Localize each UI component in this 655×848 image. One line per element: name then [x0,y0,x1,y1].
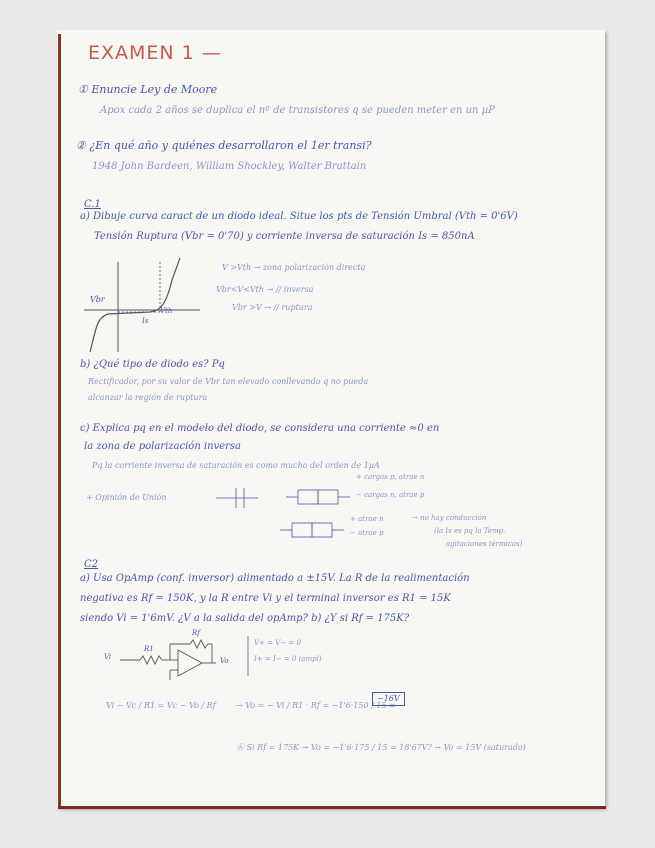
c2-line3: siendo Vi = 1'6mV. ¿V a la salida del opAmp? b) ¿Y si Rf = 175K? [80,613,410,624]
graph-label-vbr: Vbr [90,295,105,304]
q2-question: ② ¿En qué año y quiénes desarrollaron el 1er transi? [76,139,372,152]
opamp-rf: Rf [192,629,200,637]
region-breakdown: Vbr >V → // ruptura [232,303,313,312]
c1-a-line1: a) Dibuje curva caract de un diodo ideal. Situe los pts de Tensión Umbral (Vth = 0'6V) [80,211,518,222]
note-thermal: agitaciones térmicas) [446,540,523,548]
q2-answer: 1948 John Bardeen, William Shockley, Walter Brattain [92,161,367,172]
c1-label: C.1 [84,199,101,210]
opamp-cond1: V+ = V− = 0 [254,639,301,647]
q1-answer: Apox cada 2 años se duplica el nº de transistores q se pueden meter en un µP [100,105,495,116]
opamp-vi: Vi [104,653,112,661]
graph-label-vth: Vth [160,307,173,315]
c2-equation-left: Vi − Vc / R1 = Vc − Vo / Rf [106,701,216,710]
region-inverse: Vbr<V<Vth → // inversa [216,285,314,294]
opamp-cond2: I+ = I− = 0 (ampl) [254,655,322,663]
c1-c-union: + Opinión de Unión [86,493,167,502]
junction2-plus: + atrae n [350,515,384,523]
c1-c-line2: la zona de polarización inversa [84,441,242,452]
note-is-temp: (la Is es pq la Temp. [434,527,506,535]
c2-equation-right: → Vo = − Vi / R1 · Rf = −1'6·150 / 15 = [236,701,396,710]
c2-b-answer: ⓑ Si Rf = 175K → Vo = −1'6·175 / 15 = 18'67V? → Vo = 15V (saturado) [236,743,526,752]
c1-b-answer1: Rectificador, por su valor de Vbr tan elevado conllevando q no pueda [88,377,369,386]
opamp-r1: R1 [144,645,154,653]
junction2-minus: − atrae p [350,529,384,537]
junction-minus: − cargas n, atrae p [356,491,425,499]
c1-c-line3: Pq la corriente inversa de saturación es como mucho del orden de 1µA [92,461,380,470]
c2-result-boxed: −16V [372,692,405,706]
c2-label: C2 [84,559,99,570]
c1-b-answer2: alcanzar la región de ruptura [88,393,208,402]
c1-c-line1: c) Explica pq en el modelo del diodo, se considera una corriente ≈0 en [80,423,440,434]
exam-title: EXAMEN 1 — [88,42,222,64]
region-direct: V >Vth → zona polarización directa [222,263,366,272]
c2-line2: negativa es Rf = 150K, y la R entre Vi y el terminal inversor es R1 = 15K [80,593,451,604]
note-no-conduction: → no hay conducción [412,514,487,522]
q1-question: ① Enuncie Ley de Moore [78,83,218,96]
c1-b-question: b) ¿Qué tipo de diodo es? Pq [80,359,225,370]
opamp-vo: Vo [220,657,229,665]
graph-label-is: Is [142,317,149,325]
c1-a-line2: Tensión Ruptura (Vbr = 0'70) y corriente inversa de saturación Is = 850nA [94,231,475,242]
c2-line1: a) Usa OpAmp (conf. inversor) alimentado a ±15V. La R de la realimentación [80,573,470,584]
junction-plus: + cargas p, atrae n [356,473,425,481]
